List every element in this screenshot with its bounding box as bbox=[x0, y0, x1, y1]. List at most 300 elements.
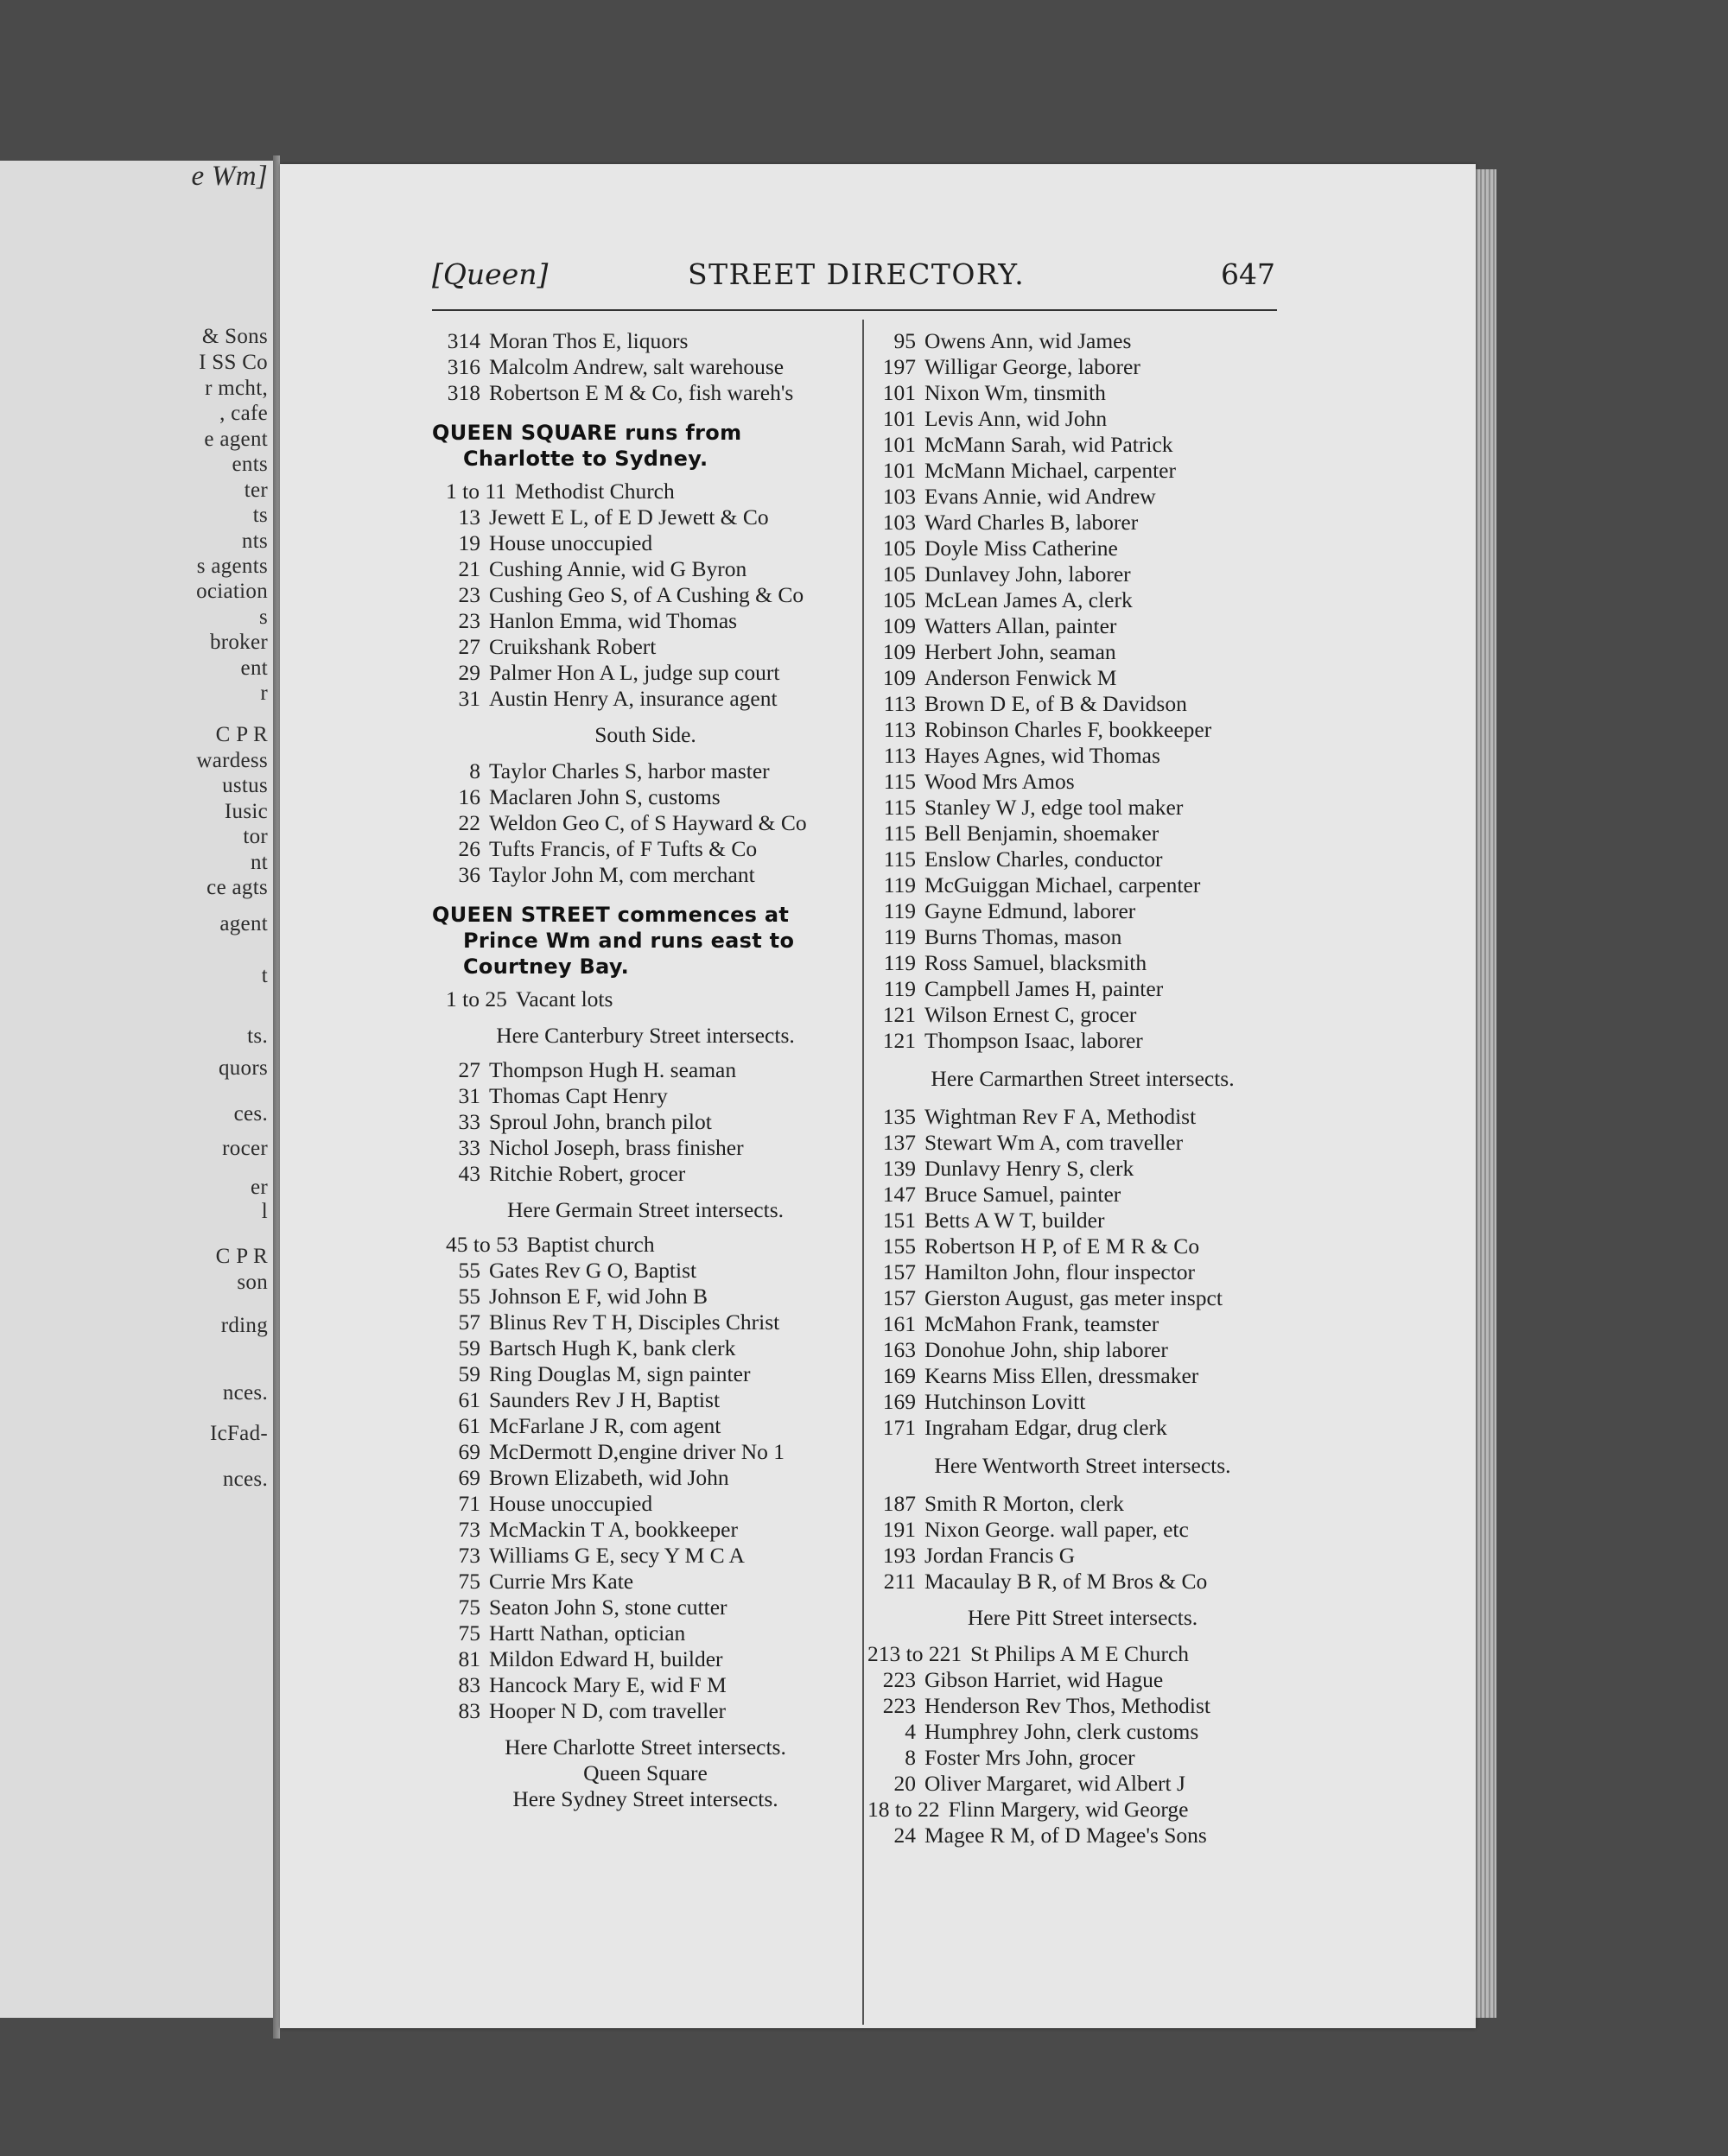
resident-text: Jordan Francis G bbox=[924, 1543, 1076, 1568]
facing-page-text: & Sons bbox=[201, 325, 268, 348]
resident-text: Owens Ann, wid James bbox=[924, 328, 1132, 353]
directory-entry bbox=[432, 1309, 859, 1335]
house-number: 113 bbox=[883, 717, 916, 742]
house-number: 147 bbox=[882, 1182, 916, 1207]
resident-text: Doyle Miss Catherine bbox=[924, 536, 1118, 561]
resident-text: Kearns Miss Ellen, dressmaker bbox=[924, 1363, 1199, 1388]
resident-text: Brown D E, of B & Davidson bbox=[924, 691, 1187, 716]
house-number: 8 bbox=[905, 1745, 916, 1770]
house-number: 109 bbox=[882, 639, 916, 664]
house-number: 43 bbox=[458, 1161, 480, 1186]
facing-page-text: s bbox=[258, 606, 268, 629]
resident-text: Cushing Annie, wid G Byron bbox=[489, 556, 747, 581]
directory-entry bbox=[432, 1135, 859, 1161]
directory-entry bbox=[432, 1620, 859, 1646]
house-number: 169 bbox=[882, 1363, 916, 1388]
house-number: 121 bbox=[882, 1028, 916, 1053]
house-number: 115 bbox=[883, 795, 916, 820]
directory-entry bbox=[867, 691, 1298, 717]
directory-entry bbox=[432, 380, 859, 406]
directory-entry bbox=[867, 1389, 1298, 1415]
resident-text: Ingraham Edgar, drug clerk bbox=[924, 1415, 1167, 1440]
directory-entry bbox=[867, 950, 1298, 976]
directory-entry bbox=[432, 862, 859, 888]
house-number: 121 bbox=[882, 1002, 916, 1027]
resident-text: Ross Samuel, blacksmith bbox=[924, 950, 1147, 975]
house-number: 101 bbox=[882, 380, 916, 405]
resident-text: Stewart Wm A, com traveller bbox=[924, 1130, 1184, 1155]
resident-text: Willigar George, laborer bbox=[924, 354, 1140, 379]
resident-text: McLean James A, clerk bbox=[924, 587, 1133, 612]
resident-text: Bartsch Hugh K, bank clerk bbox=[489, 1335, 736, 1360]
resident-text: Saunders Rev J H, Baptist bbox=[489, 1387, 721, 1412]
directory-entry bbox=[867, 354, 1298, 380]
house-number: 73 bbox=[458, 1517, 480, 1542]
house-number: 157 bbox=[882, 1285, 916, 1310]
directory-entry bbox=[867, 1311, 1298, 1337]
directory-entry bbox=[867, 561, 1298, 587]
house-number: 193 bbox=[882, 1543, 916, 1568]
resident-text: Currie Mrs Kate bbox=[489, 1569, 634, 1594]
house-number: 115 bbox=[883, 847, 916, 872]
resident-text: Methodist Church bbox=[514, 479, 675, 504]
directory-entry bbox=[432, 504, 859, 530]
house-number: 75 bbox=[458, 1569, 480, 1594]
directory-entry bbox=[432, 1057, 859, 1083]
resident-text: Humphrey John, clerk customs bbox=[924, 1719, 1199, 1744]
street-heading bbox=[432, 420, 859, 472]
house-number: 119 bbox=[883, 872, 916, 897]
house-number: 115 bbox=[883, 769, 916, 794]
directory-entry bbox=[867, 1233, 1298, 1259]
intersection-note: Here Carmarthen Street intersects. bbox=[931, 1066, 1235, 1091]
house-number: 151 bbox=[882, 1208, 916, 1233]
resident-text: Gates Rev G O, Baptist bbox=[489, 1258, 697, 1283]
house-number: 119 bbox=[883, 898, 916, 923]
resident-text: Foster Mrs John, grocer bbox=[924, 1745, 1135, 1770]
directory-entry bbox=[867, 1569, 1298, 1595]
house-number: 113 bbox=[883, 743, 916, 768]
house-number: 101 bbox=[882, 406, 916, 431]
intersection-note: Here Pitt Street intersects. bbox=[967, 1605, 1198, 1630]
directory-entry bbox=[432, 608, 859, 634]
intersection-note: Here Sydney Street intersects. bbox=[512, 1786, 778, 1811]
house-number: 135 bbox=[882, 1104, 916, 1129]
facing-page-text: tor bbox=[243, 825, 268, 848]
house-number: 24 bbox=[893, 1823, 916, 1848]
directory-entry bbox=[867, 1415, 1298, 1441]
resident-text: Dunlavy Henry S, clerk bbox=[924, 1156, 1134, 1181]
directory-entry bbox=[432, 530, 859, 556]
resident-text: Ring Douglas M, sign painter bbox=[489, 1361, 751, 1386]
house-number: 23 bbox=[458, 608, 480, 633]
directory-entry bbox=[867, 769, 1298, 795]
directory-entry bbox=[867, 795, 1298, 821]
house-number: 27 bbox=[458, 634, 480, 659]
facing-page-text: Iusic bbox=[224, 800, 268, 823]
facing-page-text: e agent bbox=[204, 428, 268, 451]
directory-entry bbox=[432, 354, 859, 380]
house-number: 163 bbox=[882, 1337, 916, 1362]
resident-text: Gibson Harriet, wid Hague bbox=[924, 1667, 1164, 1692]
facing-page-text: I SS Co bbox=[199, 351, 268, 374]
house-number: 109 bbox=[882, 665, 916, 690]
resident-text: Ward Charles B, laborer bbox=[924, 510, 1139, 535]
house-number: 115 bbox=[883, 821, 916, 846]
house-number: 22 bbox=[458, 810, 480, 835]
directory-entry bbox=[867, 665, 1298, 691]
resident-text: Flinn Margery, wid George bbox=[948, 1797, 1189, 1822]
resident-text: Betts A W T, builder bbox=[924, 1208, 1105, 1233]
directory-entry bbox=[867, 484, 1298, 510]
house-number: 119 bbox=[883, 976, 916, 1001]
directory-entry bbox=[867, 1002, 1298, 1028]
directory-entry bbox=[432, 1543, 859, 1569]
street-heading bbox=[432, 902, 859, 980]
directory-entry bbox=[432, 686, 859, 712]
house-number: 81 bbox=[458, 1646, 480, 1671]
header-rule bbox=[432, 309, 1277, 311]
house-number: 8 bbox=[469, 758, 480, 783]
resident-text: Mildon Edward H, builder bbox=[489, 1646, 723, 1671]
directory-entry bbox=[432, 1672, 859, 1698]
house-number: 13 bbox=[458, 504, 480, 529]
facing-page-text: ociation bbox=[196, 580, 268, 603]
directory-entry bbox=[867, 432, 1298, 458]
resident-text: Hancock Mary E, wid F M bbox=[489, 1672, 727, 1697]
house-number: 95 bbox=[893, 328, 916, 353]
facing-page-text: t bbox=[261, 964, 268, 987]
house-number: 69 bbox=[458, 1465, 480, 1490]
directory-entry bbox=[867, 458, 1298, 484]
house-number: 171 bbox=[882, 1415, 916, 1440]
house-number: 155 bbox=[882, 1233, 916, 1259]
facing-page-text: nt bbox=[250, 851, 268, 874]
resident-text: Malcolm Andrew, salt warehouse bbox=[489, 354, 785, 379]
directory-entry bbox=[867, 1337, 1298, 1363]
directory-entry bbox=[867, 510, 1298, 536]
house-number: 197 bbox=[882, 354, 916, 379]
directory-entry bbox=[432, 1335, 859, 1361]
house-number: 61 bbox=[458, 1413, 480, 1438]
directory-entry bbox=[867, 847, 1298, 872]
resident-text: Watters Allan, painter bbox=[924, 613, 1117, 638]
facing-page-text: broker bbox=[209, 631, 268, 654]
resident-text: McMahon Frank, teamster bbox=[924, 1311, 1159, 1336]
facing-page-text: son bbox=[237, 1271, 268, 1294]
intersection-note: Here Germain Street intersects. bbox=[506, 1197, 785, 1222]
directory-entry bbox=[867, 1797, 1298, 1823]
house-number: 26 bbox=[458, 836, 480, 861]
directory-entry bbox=[432, 1361, 859, 1387]
directory-entry bbox=[432, 1646, 859, 1672]
resident-text: Vacant lots bbox=[515, 986, 613, 1011]
facing-page-text: agent bbox=[219, 912, 268, 935]
intersection-note: Here Charlotte Street intersects. bbox=[505, 1734, 786, 1760]
directory-page bbox=[280, 164, 1476, 2028]
house-number: 36 bbox=[458, 862, 480, 887]
intersection-note: Queen Square bbox=[583, 1760, 708, 1785]
resident-text: Robinson Charles F, bookkeeper bbox=[924, 717, 1212, 742]
house-number: 161 bbox=[882, 1311, 916, 1336]
house-number: 59 bbox=[458, 1335, 480, 1360]
house-number: 119 bbox=[883, 924, 916, 949]
directory-entry bbox=[867, 406, 1298, 432]
directory-entry bbox=[867, 1745, 1298, 1771]
resident-text: Cruikshank Robert bbox=[489, 634, 657, 659]
house-number: 101 bbox=[882, 458, 916, 483]
directory-entry bbox=[867, 1156, 1298, 1182]
resident-text: Thomas Capt Henry bbox=[489, 1083, 668, 1108]
resident-text: McMann Michael, carpenter bbox=[924, 458, 1176, 483]
directory-entry bbox=[867, 1491, 1298, 1517]
directory-entry bbox=[867, 1130, 1298, 1156]
directory-entry bbox=[432, 1413, 859, 1439]
facing-page-text: nces. bbox=[222, 1381, 268, 1405]
house-number: 223 bbox=[882, 1667, 916, 1692]
house-number: 105 bbox=[882, 561, 916, 587]
directory-entry bbox=[867, 1259, 1298, 1285]
directory-entry bbox=[432, 1083, 859, 1109]
directory-entry bbox=[867, 613, 1298, 639]
column-divider bbox=[862, 320, 864, 2025]
directory-entry bbox=[867, 1028, 1298, 1054]
house-number: 61 bbox=[458, 1387, 480, 1412]
directory-entry bbox=[432, 1569, 859, 1595]
directory-entry bbox=[867, 1641, 1298, 1667]
facing-page-text: s agents bbox=[196, 555, 268, 578]
directory-entry bbox=[867, 1517, 1298, 1543]
directory-entry bbox=[432, 660, 859, 686]
resident-text: Cushing Geo S, of A Cushing & Co bbox=[489, 582, 804, 607]
house-number: 169 bbox=[882, 1389, 916, 1414]
facing-page-text: nces. bbox=[222, 1468, 268, 1491]
resident-text: Anderson Fenwick M bbox=[924, 665, 1117, 690]
resident-text: Thompson Hugh H. seaman bbox=[489, 1057, 737, 1082]
resident-text: Donohue John, ship laborer bbox=[924, 1337, 1168, 1362]
resident-text: Hamilton John, flour inspector bbox=[924, 1259, 1196, 1284]
house-number: 31 bbox=[458, 686, 480, 711]
house-number: 119 bbox=[883, 950, 916, 975]
resident-text: Tufts Francis, of F Tufts & Co bbox=[489, 836, 758, 861]
house-number: 223 bbox=[882, 1693, 916, 1718]
directory-entry bbox=[432, 1109, 859, 1135]
directory-entry bbox=[432, 986, 859, 1012]
resident-text: Austin Henry A, insurance agent bbox=[489, 686, 778, 711]
directory-entry bbox=[432, 1284, 859, 1309]
directory-entry bbox=[432, 1465, 859, 1491]
directory-entry bbox=[432, 758, 859, 784]
directory-entry bbox=[867, 639, 1298, 665]
directory-entry bbox=[432, 784, 859, 810]
resident-text: Thompson Isaac, laborer bbox=[924, 1028, 1143, 1053]
street-heading-line: QUEEN STREET commences at bbox=[432, 903, 790, 927]
resident-text: Palmer Hon A L, judge sup court bbox=[489, 660, 780, 685]
resident-text: Weldon Geo C, of S Hayward & Co bbox=[489, 810, 807, 835]
resident-text: McFarlane J R, com agent bbox=[489, 1413, 721, 1438]
facing-page-text: r bbox=[260, 682, 268, 705]
street-heading-line: Courtney Bay. bbox=[463, 954, 630, 979]
house-number: 45 to 53 bbox=[446, 1232, 518, 1257]
house-number: 73 bbox=[458, 1543, 480, 1568]
facing-page-text: quors bbox=[218, 1056, 268, 1080]
resident-text: Oliver Margaret, wid Albert J bbox=[924, 1771, 1185, 1796]
resident-text: Henderson Rev Thos, Methodist bbox=[924, 1693, 1211, 1718]
house-number: 55 bbox=[458, 1258, 480, 1283]
directory-entry bbox=[432, 1595, 859, 1620]
house-number: 23 bbox=[458, 582, 480, 607]
resident-text: Robertson H P, of E M R & Co bbox=[924, 1233, 1200, 1259]
resident-text: McDermott D,engine driver No 1 bbox=[489, 1439, 785, 1464]
resident-text: Nichol Joseph, brass finisher bbox=[489, 1135, 744, 1160]
resident-text: Brown Elizabeth, wid John bbox=[489, 1465, 729, 1490]
house-number: 1 to 25 bbox=[446, 986, 507, 1011]
resident-text: Macaulay B R, of M Bros & Co bbox=[924, 1569, 1208, 1594]
resident-text: Sproul John, branch pilot bbox=[489, 1109, 712, 1134]
resident-text: Maclaren John S, customs bbox=[489, 784, 721, 809]
facing-page-text: ce agts bbox=[206, 876, 268, 899]
resident-text: Nixon Wm, tinsmith bbox=[924, 380, 1106, 405]
house-number: 57 bbox=[458, 1309, 480, 1335]
house-number: 109 bbox=[882, 613, 916, 638]
directory-entry bbox=[867, 1693, 1298, 1719]
resident-text: Seaton John S, stone cutter bbox=[489, 1595, 727, 1620]
resident-text: Nixon George. wall paper, etc bbox=[924, 1517, 1189, 1542]
section-label: [Queen] bbox=[432, 257, 549, 291]
resident-text: Hayes Agnes, wid Thomas bbox=[924, 743, 1160, 768]
directory-entry bbox=[432, 1161, 859, 1187]
house-number: 18 to 22 bbox=[867, 1797, 940, 1822]
house-number: 318 bbox=[447, 380, 480, 405]
resident-text: Hutchinson Lovitt bbox=[924, 1389, 1086, 1414]
facing-page-text: IcFad- bbox=[209, 1422, 268, 1445]
directory-entry bbox=[867, 1285, 1298, 1311]
page-header bbox=[432, 257, 1291, 297]
house-number: 55 bbox=[458, 1284, 480, 1309]
resident-text: Williams G E, secy Y M C A bbox=[489, 1543, 745, 1568]
resident-text: Moran Thos E, liquors bbox=[489, 328, 689, 353]
resident-text: Bell Benjamin, shoemaker bbox=[924, 821, 1159, 846]
resident-text: Stanley W J, edge tool maker bbox=[924, 795, 1184, 820]
house-number: 83 bbox=[458, 1672, 480, 1697]
directory-entry bbox=[432, 836, 859, 862]
house-number: 16 bbox=[458, 784, 480, 809]
resident-text: Wood Mrs Amos bbox=[924, 769, 1075, 794]
page-title: STREET DIRECTORY. bbox=[688, 257, 1026, 291]
resident-text: Jewett E L, of E D Jewett & Co bbox=[489, 504, 769, 529]
resident-text: Gierston August, gas meter inspct bbox=[924, 1285, 1223, 1310]
directory-entry bbox=[867, 1182, 1298, 1208]
house-number: 27 bbox=[458, 1057, 480, 1082]
directory-entry bbox=[432, 1258, 859, 1284]
resident-text: House unoccupied bbox=[489, 1491, 653, 1516]
house-number: 103 bbox=[882, 510, 916, 535]
house-number: 21 bbox=[458, 556, 480, 581]
facing-page-fragment bbox=[0, 161, 273, 2018]
facing-page-text: ces. bbox=[233, 1102, 268, 1126]
resident-text: House unoccupied bbox=[489, 530, 653, 555]
directory-entry bbox=[867, 1719, 1298, 1745]
directory-entry bbox=[867, 1823, 1298, 1848]
facing-page-text: ents bbox=[232, 453, 268, 476]
directory-entry bbox=[867, 1208, 1298, 1233]
house-number: 75 bbox=[458, 1620, 480, 1646]
house-number: 157 bbox=[882, 1259, 916, 1284]
directory-entry bbox=[867, 717, 1298, 743]
facing-page-text: C P R bbox=[215, 1245, 268, 1268]
resident-text: Bruce Samuel, painter bbox=[924, 1182, 1121, 1207]
directory-entry bbox=[432, 634, 859, 660]
directory-entry bbox=[867, 821, 1298, 847]
resident-text: Wilson Ernest C, grocer bbox=[924, 1002, 1137, 1027]
resident-text: Dunlavey John, laborer bbox=[924, 561, 1131, 587]
directory-entry bbox=[432, 328, 859, 354]
facing-page-text: nts bbox=[241, 529, 268, 553]
resident-text: Evans Annie, wid Andrew bbox=[924, 484, 1156, 509]
facing-page-text: ts. bbox=[247, 1024, 268, 1048]
resident-text: Hartt Nathan, optician bbox=[489, 1620, 686, 1646]
resident-text: Hooper N D, com traveller bbox=[489, 1698, 727, 1723]
house-number: 187 bbox=[882, 1491, 916, 1516]
facing-page-text: ts bbox=[252, 504, 268, 527]
house-number: 103 bbox=[882, 484, 916, 509]
house-number: 314 bbox=[447, 328, 480, 353]
directory-entry bbox=[432, 1517, 859, 1543]
house-number: 59 bbox=[458, 1361, 480, 1386]
facing-page-text: ter bbox=[244, 479, 268, 502]
house-number: 71 bbox=[458, 1491, 480, 1516]
resident-text: Campbell James H, painter bbox=[924, 976, 1164, 1001]
house-number: 69 bbox=[458, 1439, 480, 1464]
directory-entry bbox=[867, 976, 1298, 1002]
resident-text: Wightman Rev F A, Methodist bbox=[924, 1104, 1197, 1129]
resident-text: Enslow Charles, conductor bbox=[924, 847, 1163, 872]
directory-entry bbox=[867, 1543, 1298, 1569]
facing-page-text: rocer bbox=[222, 1137, 268, 1160]
resident-text: Ritchie Robert, grocer bbox=[489, 1161, 686, 1186]
resident-text: Burns Thomas, mason bbox=[924, 924, 1122, 949]
directory-entry bbox=[867, 1667, 1298, 1693]
house-number: 1 to 11 bbox=[446, 479, 506, 504]
resident-text: Gayne Edmund, laborer bbox=[924, 898, 1136, 923]
street-heading-line: Prince Wm and runs east to bbox=[463, 929, 795, 953]
directory-entry bbox=[432, 479, 859, 504]
house-number: 316 bbox=[447, 354, 480, 379]
directory-entry bbox=[867, 872, 1298, 898]
resident-text: Hanlon Emma, wid Thomas bbox=[489, 608, 738, 633]
resident-text: Robertson E M & Co, fish wareh's bbox=[489, 380, 794, 405]
house-number: 75 bbox=[458, 1595, 480, 1620]
resident-text: Magee R M, of D Magee's Sons bbox=[924, 1823, 1207, 1848]
facing-page-text: , cafe bbox=[219, 402, 268, 425]
resident-text: McGuiggan Michael, carpenter bbox=[924, 872, 1201, 897]
directory-entry bbox=[432, 1387, 859, 1413]
directory-entry bbox=[867, 587, 1298, 613]
facing-page-text: ustus bbox=[222, 774, 268, 797]
resident-text: Blinus Rev T H, Disciples Christ bbox=[489, 1309, 780, 1335]
street-heading-line: Charlotte to Sydney. bbox=[463, 447, 708, 471]
directory-entry bbox=[867, 536, 1298, 561]
directory-entry bbox=[867, 924, 1298, 950]
directory-entry bbox=[432, 810, 859, 836]
house-number: 31 bbox=[458, 1083, 480, 1108]
directory-entry bbox=[867, 898, 1298, 924]
directory-entry bbox=[432, 582, 859, 608]
resident-text: Smith R Morton, clerk bbox=[924, 1491, 1124, 1516]
resident-text: Herbert John, seaman bbox=[924, 639, 1116, 664]
directory-entry bbox=[432, 556, 859, 582]
directory-entry bbox=[432, 1439, 859, 1465]
